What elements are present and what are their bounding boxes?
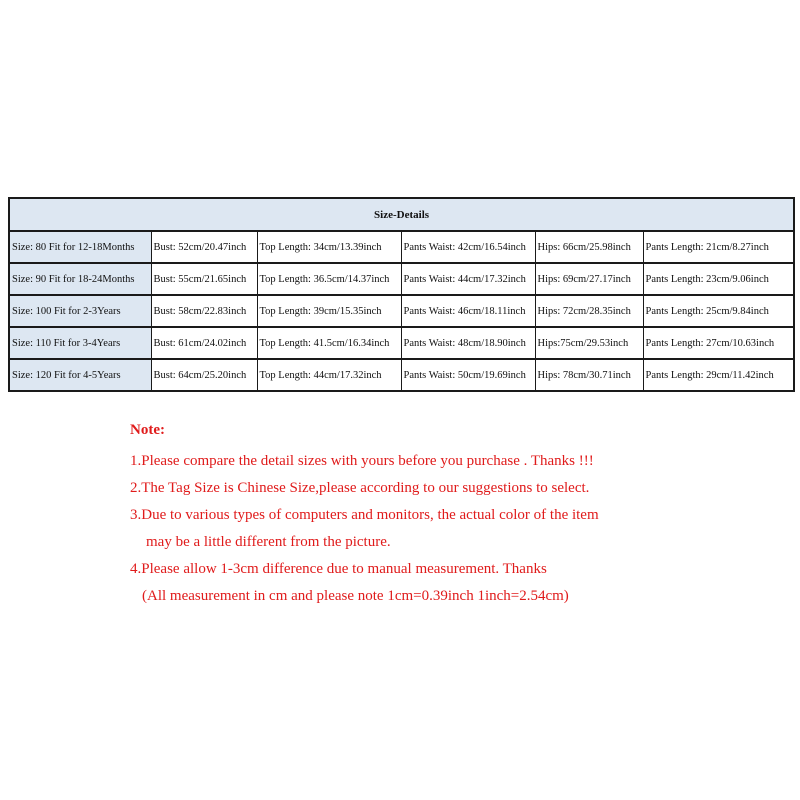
- table-row: [9, 327, 794, 359]
- top-length-cell: Top Length: 41.5cm/16.34inch: [257, 327, 401, 359]
- notes-section: [130, 420, 750, 610]
- pants-length-cell: Pants Length: 25cm/9.84inch: [643, 295, 794, 327]
- pants-length-cell: Pants Length: 23cm/9.06inch: [643, 263, 794, 295]
- note-line-2: 2.The Tag Size is Chinese Size,please according to our suggestions to select.: [130, 480, 590, 496]
- bust-cell: Bust: 61cm/24.02inch: [151, 327, 257, 359]
- pants-length-cell: Pants Length: 29cm/11.42inch: [643, 359, 794, 391]
- table-row: [9, 263, 794, 295]
- bust-cell: Bust: 58cm/22.83inch: [151, 295, 257, 327]
- hips-cell: Hips: 66cm/25.98inch: [535, 231, 643, 263]
- bust-cell: Bust: 55cm/21.65inch: [151, 263, 257, 295]
- bust-cell: Bust: 64cm/25.20inch: [151, 359, 257, 391]
- top-length-cell: Top Length: 36.5cm/14.37inch: [257, 263, 401, 295]
- hips-cell: Hips: 72cm/28.35inch: [535, 295, 643, 327]
- hips-cell: Hips: 78cm/30.71inch: [535, 359, 643, 391]
- size-cell: Size: 90 Fit for 18-24Months: [9, 263, 151, 295]
- top-length-cell: Top Length: 44cm/17.32inch: [257, 359, 401, 391]
- bust-cell: Bust: 52cm/20.47inch: [151, 231, 257, 263]
- pants-waist-cell: Pants Waist: 48cm/18.90inch: [401, 327, 535, 359]
- pants-length-cell: Pants Length: 27cm/10.63inch: [643, 327, 794, 359]
- note-line-1: 1.Please compare the detail sizes with yours before you purchase . Thanks !!!: [130, 453, 594, 469]
- table-header-row: [9, 198, 794, 231]
- size-cell: Size: 100 Fit for 2-3Years: [9, 295, 151, 327]
- size-cell: Size: 120 Fit for 4-5Years: [9, 359, 151, 391]
- pants-length-cell: Pants Length: 21cm/8.27inch: [643, 231, 794, 263]
- pants-waist-cell: Pants Waist: 46cm/18.11inch: [401, 295, 535, 327]
- note-line-4: 4.Please allow 1-3cm difference due to manual measurement. Thanks: [130, 561, 547, 577]
- pants-waist-cell: Pants Waist: 42cm/16.54inch: [401, 231, 535, 263]
- hips-cell: Hips:75cm/29.53inch: [535, 327, 643, 359]
- table-row: [9, 231, 794, 263]
- table-row: [9, 359, 794, 391]
- table-title: Size-Details: [9, 198, 794, 231]
- note-line-4-continued: (All measurement in cm and please note 1cm=0.39inch 1inch=2.54cm): [142, 588, 569, 604]
- pants-waist-cell: Pants Waist: 44cm/17.32inch: [401, 263, 535, 295]
- note-line-3-continued: may be a little different from the picture.: [146, 534, 391, 550]
- hips-cell: Hips: 69cm/27.17inch: [535, 263, 643, 295]
- size-cell: Size: 110 Fit for 3-4Years: [9, 327, 151, 359]
- top-length-cell: Top Length: 39cm/15.35inch: [257, 295, 401, 327]
- top-length-cell: Top Length: 34cm/13.39inch: [257, 231, 401, 263]
- table-row: [9, 295, 794, 327]
- note-title: Note:: [130, 422, 165, 438]
- note-line-3: 3.Due to various types of computers and monitors, the actual color of the item: [130, 507, 599, 523]
- size-cell: Size: 80 Fit for 12-18Months: [9, 231, 151, 263]
- size-details-table: [8, 197, 795, 392]
- pants-waist-cell: Pants Waist: 50cm/19.69inch: [401, 359, 535, 391]
